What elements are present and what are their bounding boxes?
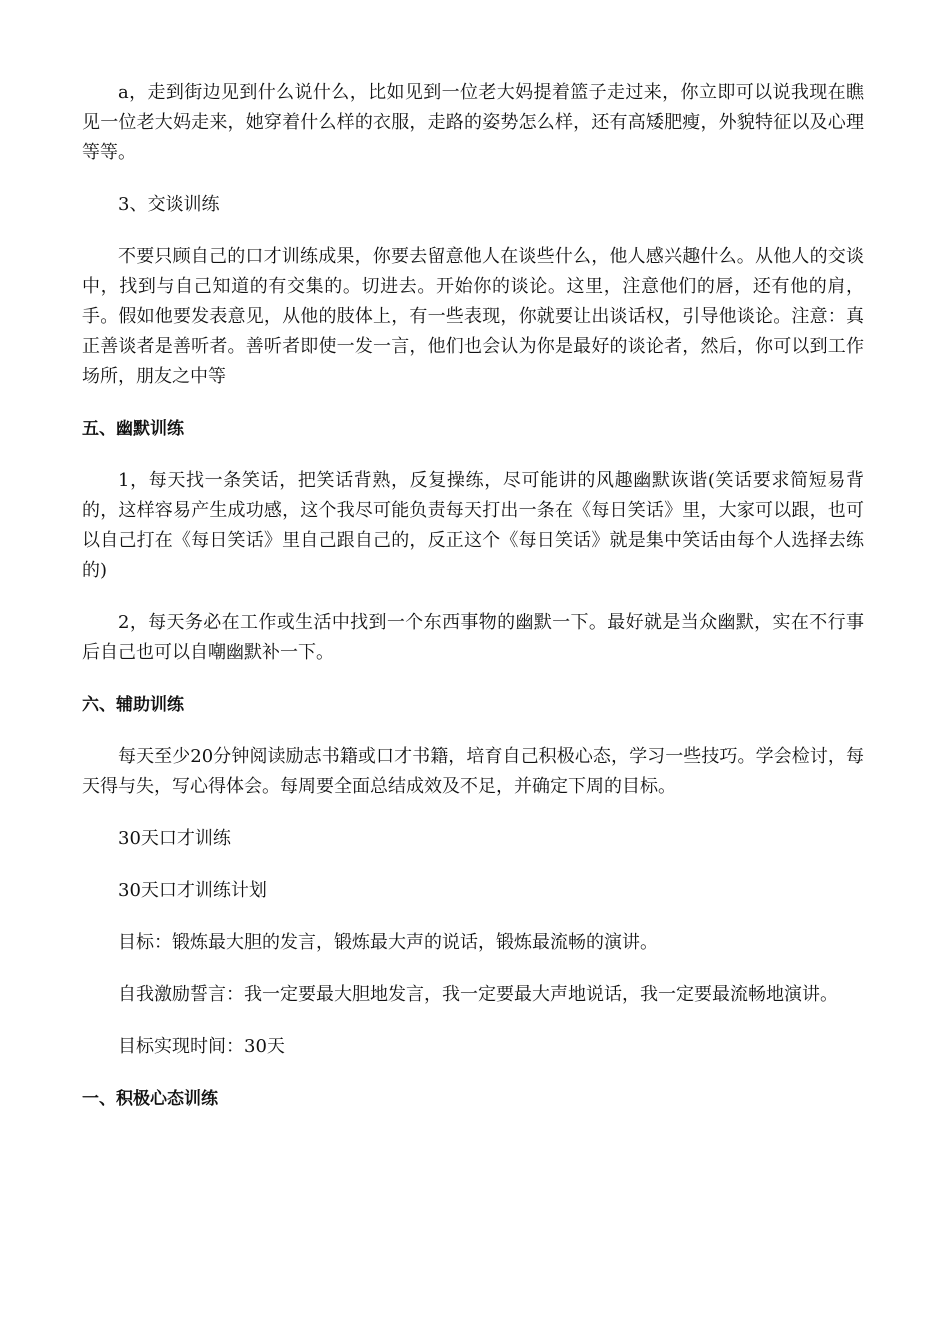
section-heading-humor: 五、幽默训练 xyxy=(82,419,184,439)
section-heading-positive-mindset: 一、积极心态训练 xyxy=(82,1089,218,1109)
paragraph-humor-1: 1，每天找一条笑话，把笑话背熟，反复操练，尽可能讲的风趣幽默诙谐(笑话要求简短易背的，这样容易产生成功感，这个我尽可能负责每天打出一条在《每日笑话》里，大家可以跟，也可以自己打在《每日笑话》里自己跟自己的，反正这个《每日笑话》就是集中笑话由每个人选择去练的) xyxy=(82,470,864,581)
paragraph-conversation: 不要只顾自己的口才训练成果，你要去留意他人在谈些什么，他人感兴趣什么。从他人的交谈中，找到与自己知道的有交集的。切进去。开始你的谈论。这里，注意他们的唇，还有他的肩，手。假如他要发表意见，从他的肢体上，有一些表现，你就要让出谈话权，引导他谈论。注意：真正善谈者是善听者。善听者即使一发一言，他们也会认为你是最好的谈论者，然后，你可以到工作场所，朋友之中等 xyxy=(82,246,864,387)
paragraph-auxiliary: 每天至少20分钟阅读励志书籍或口才书籍，培育自己积极心态，学习一些技巧。学会检讨，每天得与失，写心得体会。每周要全面总结成效及不足，并确定下周的目标。 xyxy=(82,746,864,797)
line-30-day-plan: 30天口才训练计划 xyxy=(118,880,267,901)
section-heading-auxiliary: 六、辅助训练 xyxy=(82,695,184,715)
line-goal: 目标：锻炼最大胆的发言，锻炼最大声的说话，锻炼最流畅的演讲。 xyxy=(118,932,658,953)
line-30-day-training: 30天口才训练 xyxy=(118,828,231,849)
document-page xyxy=(82,78,864,1136)
line-target-time: 目标实现时间：30天 xyxy=(118,1036,285,1057)
line-motto: 自我激励誓言：我一定要最大胆地发言，我一定要最大声地说话，我一定要最流畅地演讲。 xyxy=(118,984,838,1005)
paragraph-street-description: a，走到街边见到什么说什么，比如见到一位老大妈提着篮子走过来，你立即可以说我现在瞧见一位老大妈走来，她穿着什么样的衣服，走路的姿势怎么样，还有高矮肥瘦，外貌特征以及心理等等。 xyxy=(82,82,864,163)
paragraph-humor-2: 2，每天务必在工作或生活中找到一个东西事物的幽默一下。最好就是当众幽默，实在不行事后自己也可以自嘲幽默补一下。 xyxy=(82,612,864,663)
subheading-conversation-training: 3、交谈训练 xyxy=(118,194,220,215)
